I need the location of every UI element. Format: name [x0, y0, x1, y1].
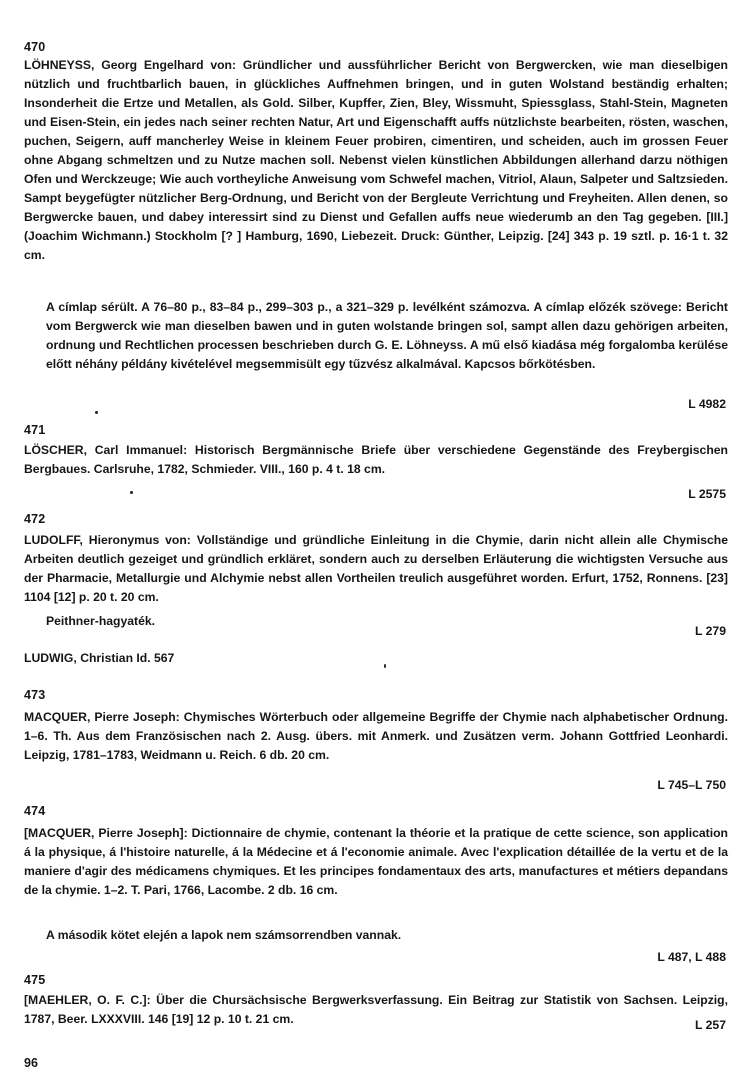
entry-text: Dictionnaire de chymie, contenant la théorie et la pratique de cette science, son application á la physique, á l'histoire naturelle, á la Médecine et á l'economie animale. Avec l'explication détaillée de la vertu et de la maniere d'agir des médicamens chymiques. Et les principes fondamentaux des arts, manufactures et métiers depandans de la chymie. 1–2. T. Pari, 1766, Lacombe. 2 db. 16 cm. — [24, 826, 728, 897]
entry-author: [MAEHLER, O. F. C.]: — [24, 993, 151, 1007]
entry-number: 475 — [24, 973, 46, 987]
cross-reference: LUDWIG, Christian Id. 567 — [24, 651, 175, 665]
shelf-mark: L 279 — [695, 624, 726, 638]
shelf-mark: L 745–L 750 — [657, 778, 726, 792]
entry-text: Vollständige und gründliche Einleitung in die Chymie, darin nicht allein alle Chymische Arbeiten deutlich gezeiget und gründlich erkläret, sondern auch zu derselben Erläuterung die wichtigsten Versuche aus der Pharmacie, Metallurgie und Alchymie nebst allen Vortheilen treulich ausgeführet worden. Erfurt, 1752, Ronnens. [23] 1104 [12] p. 20 t. 20 cm. — [24, 533, 728, 604]
bibliographic-entry — [24, 708, 728, 765]
entry-text: Gründlicher und aussführlicher Bericht von Bergwercken, wie man dieselbigen nützlich und fruchtbarlich bauen, in glückliches Auffnehmen bringen, und in guten Wolstand beständig erhalten; Insonderheit die Ertze und Metallen, als Gold. Silber, Kupffer, Zien, Bley, Wissmuht, Spiessglass, Stahl-Stein, Magneten und Eisen-Stein, ein jedes nach seiner rechten Natur, Art und Eigenschafft auffs nützlichste bearbeiten, rösten, waschen, puchen, Seigern, auff mancherley Weise in kleinem Feuer probiren, cimentiren, und scheiden, auch im grossen Feuer ohne Abgang schmeltzen und zu Nutze machen soll. Nebenst vielen künstlichen Abbildungen allerhand darzu nöthigen Ofen und Werckzeuge; Wie auch vortheyliche Anweisung vom Schwefel machen, Vitriol, Alaun, Salpeter und Saltzsieden. Sampt beygefügter nützlicher Berg-Ordnung, und Bericht von der Bergleute Verrichtung und Freyheiten. Allen denen, so Bergwercke bauen, und dabey interessirt sind zu Dienst und Gefallen auffs neue wiederumb an den Tag gegeben. [III.] (Joachim Wichmann.) Stockholm [? ] Hamburg, 1690, Liebezeit. Druck: Günther, Leipzig. [24] 343 p. 19 sztl. p. 16·1 t. 32 cm. — [24, 58, 729, 262]
page-number: 96 — [24, 1056, 38, 1070]
bibliographic-entry — [24, 531, 728, 607]
print-speck — [95, 411, 98, 414]
entry-note: Peithner-hagyaték. — [46, 614, 156, 628]
entry-author: LUDOLFF, Hieronymus von: — [24, 533, 191, 547]
entry-text: Über die Chursächsische Bergwerksverfassung. Ein Beitrag zur Statistik von Sachsen. Leipzig, 1787, Beer. LXXXVIII. 146 [19] 12 p. 10 t. 21 cm. — [24, 993, 729, 1026]
entry-text: Chymisches Wörterbuch oder allgemeine Begriffe der Chymie nach alphabetischer Ordnung. 1–6. Th. Aus dem Französischen nach 2. Ausg. übers. mit Anmerk. und Zusätzen verm. Johann Gottfried Leonhardi. Leipzig, 1781–1783, Weidmann u. Reich. 6 db. 20 cm. — [24, 710, 729, 762]
entry-author: LÖSCHER, Carl Immanuel: — [24, 443, 188, 457]
entry-number: 473 — [24, 688, 46, 702]
entry-note: A második kötet elején a lapok nem számsorrendben vannak. — [46, 928, 402, 942]
entry-author: LÖHNEYSS, Georg Engelhard von: — [24, 58, 237, 72]
entry-text: Historisch Bergmännische Briefe über verschiedene Gegenstände des Freybergischen Bergbaues. Carlsruhe, 1782, Schmieder. VIII., 160 p. 4 t. 18 cm. — [24, 443, 729, 476]
bibliographic-entry — [24, 824, 728, 900]
shelf-mark: L 2575 — [688, 487, 726, 501]
print-speck — [130, 491, 133, 494]
entry-note: A címlap sérült. A 76–80 p., 83–84 p., 299–303 p., a 321–329 p. levélként számozva. A címlap előzék szövege: Bericht vom Bergwerck wie man dieselben bawen und in guten wolstande bringen sol, sampt allen dazu gehörigen arbeiten, ordnung und Rechtlichen processen beschrieben durch G. E. Löhneyss. A mű első kiadása még forgalomba kerülése előtt néhány példány kivételével megsemmisült egy tűzvész alkalmával. Kapcsos bőrkötésben. — [46, 300, 728, 371]
entry-author: [MACQUER, Pierre Joseph]: — [24, 826, 188, 840]
print-speck — [384, 664, 386, 668]
bibliographic-entry — [24, 991, 728, 1029]
entry-number: 471 — [24, 423, 46, 437]
shelf-mark: L 4982 — [688, 397, 726, 411]
shelf-mark: L 257 — [695, 1018, 726, 1032]
entry-number: 470 — [24, 40, 46, 54]
entry-author: MACQUER, Pierre Joseph: — [24, 710, 180, 724]
shelf-mark: L 487, L 488 — [657, 950, 726, 964]
bibliographic-entry — [24, 441, 728, 479]
bibliographic-entry — [24, 56, 728, 265]
entry-number: 472 — [24, 512, 46, 526]
entry-number: 474 — [24, 804, 46, 818]
